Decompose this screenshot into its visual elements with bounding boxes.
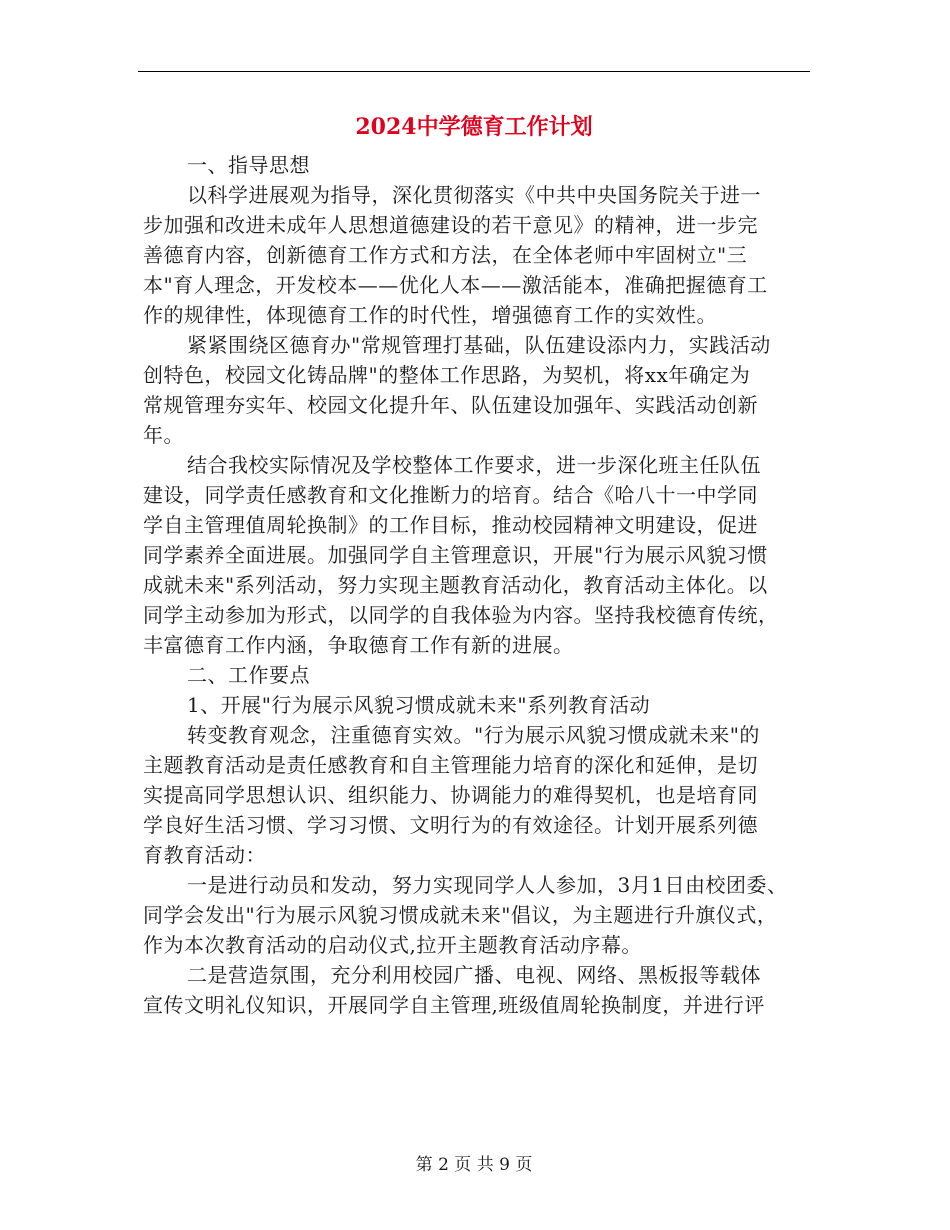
- text-line: 同学会发出"行为展示风貌习惯成就未来"倡议，为主题进行升旗仪式，: [143, 903, 778, 927]
- text-line: 学良好生活习惯、学习习惯、文明行为的有效途径。计划开展系列德: [143, 813, 758, 837]
- text-line: 二是营造氛围，充分利用校园广播、电视、网络、黑板报等载体: [187, 963, 761, 987]
- text-line: 以科学进展观为指导，深化贯彻落实《中共中央国务院关于进一: [187, 183, 761, 207]
- document-body: [143, 150, 813, 1020]
- text-line: 作为本次教育活动的启动仪式,拉开主题教育活动序幕。: [143, 933, 642, 957]
- text-line: 1、开展"行为展示风貌习惯成就未来"系列教育活动: [187, 693, 651, 717]
- header-rule: [138, 71, 810, 72]
- text-line: 转变教育观念，注重德育实效。"行为展示风貌习惯成就未来"的: [187, 723, 760, 747]
- text-line: 年。: [143, 423, 184, 447]
- text-line: 紧紧围绕区德育办"常规管理打基础，队伍建设添内力，实践活动: [187, 333, 771, 357]
- text-line: 同学素养全面进展。加强同学自主管理意识，开展"行为展示风貌习惯: [143, 543, 768, 567]
- text-line: 实提高同学思想认识、组织能力、协调能力的难得契机，也是培育同: [143, 783, 758, 807]
- text-line: 善德育内容，创新德育工作方式和方法，在全体老师中牢固树立"三: [143, 243, 748, 267]
- text-line: 一、指导思想: [187, 153, 310, 177]
- text-line: 丰富德育工作内涵，争取德育工作有新的进展。: [143, 633, 574, 657]
- text-line: 本"育人理念，开发校本——优化人本——激活能本，准确把握德育工: [143, 273, 768, 297]
- text-line: 宣传文明礼仪知识，开展同学自主管理,班级值周轮换制度，并进行评: [143, 993, 765, 1017]
- text-line: 步加强和改进未成年人思想道德建设的若干意见》的精神，进一步完: [143, 213, 758, 237]
- text-line: 结合我校实际情况及学校整体工作要求，进一步深化班主任队伍: [187, 453, 761, 477]
- text-line: 创特色，校园文化铸品牌"的整体工作思路，为契机，将xx年确定为: [143, 363, 751, 387]
- text-line: 同学主动参加为形式，以同学的自我体验为内容。坚持我校德育传统，: [143, 603, 779, 627]
- text-line: 一是进行动员和发动，努力实现同学人人参加，3月1日由校团委、: [187, 873, 788, 897]
- page-number: 第 2 页 共 9 页: [415, 1155, 533, 1175]
- text-line: 作的规律性，体现德育工作的时代性，增强德育工作的实效性。: [143, 303, 717, 327]
- text-line: 育教育活动：: [143, 843, 266, 867]
- text-line: 二、工作要点: [187, 663, 310, 687]
- text-line: 建设，同学责任感教育和文化推断力的培育。结合《哈八十一中学同: [143, 483, 758, 507]
- text-line: 常规管理夯实年、校园文化提升年、队伍建设加强年、实践活动创新: [143, 393, 758, 417]
- text-line: 主题教育活动是责任感教育和自主管理能力培育的深化和延伸，是切: [143, 753, 758, 777]
- document-title: 2024中学德育工作计划: [355, 114, 593, 140]
- text-line: 成就未来"系列活动，努力实现主题教育活动化，教育活动主体化。以: [143, 573, 768, 597]
- text-line: 学自主管理值周轮换制》的工作目标，推动校园精神文明建设，促进: [143, 513, 758, 537]
